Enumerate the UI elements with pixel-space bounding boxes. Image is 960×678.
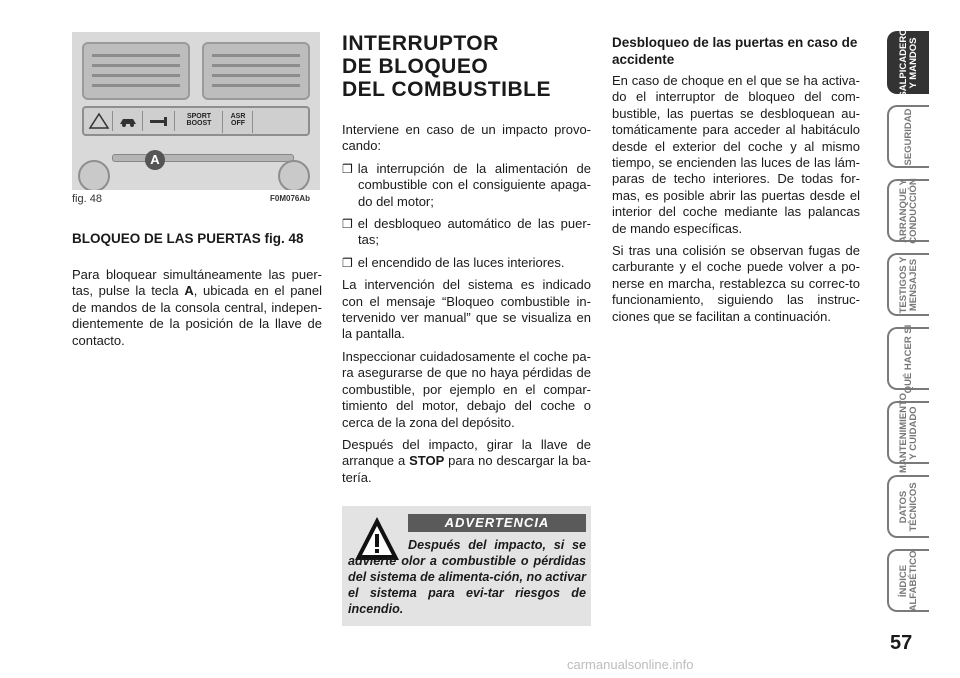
left-knob <box>78 160 110 190</box>
door-lock-heading: BLOQUEO DE LAS PUERTAS fig. 48 <box>72 231 304 246</box>
warning-box <box>342 506 591 626</box>
figure-code: F0M076Ab <box>270 194 311 203</box>
control-button-panel <box>82 106 310 136</box>
accident-unlock-heading: Desbloqueo de las puertas en caso de accidente <box>612 35 858 67</box>
fuel-cutoff-body: Interviene en caso de un impacto provo-cando: ❒ la interrupción de la alimentación de combustible con el consiguiente apaga-do del motor; ❒ el desbloqueo automático de las puer-tas; ❒ el encendido de las luces interiores. La intervención del sistema es indicado con el mensaje “Bloqueo combustible in-tervenido ver manual” que se visualiza en la pantalla. Inspeccionar cuidadosamente el coche pa-ra asegurarse de que no haya pérdidas de combustible, por ejemplo en el compar-timiento del motor, debajo del coche o cerca de la zona del depósito. Después del impacto, girar la llave de arranque a STOP para no descargar la ba-tería. <box>342 122 591 485</box>
dashboard-figure <box>72 32 320 190</box>
door-lock-icon <box>144 111 175 131</box>
left-air-vent <box>82 42 190 100</box>
fuel-cutoff-title: INTERRUPTOR DE BLOQUEO DEL COMBUSTIBLE <box>342 32 551 101</box>
right-knob <box>278 160 310 190</box>
right-air-vent <box>202 42 310 100</box>
figure-caption: fig. 48 <box>72 193 102 205</box>
accident-unlock-body: En caso de choque en el que se ha activa-do el interruptor de bloqueo del com-bustible, las puertas se desbloquean au-tomáticamente para acceder al habitáculo desde el exterior del coche y al mismo tiempo, se encienden las luces de las lám-paras de techo interiores. De todas for-mas, es posible abrir las puertas desde el interior del coche mediante las palancas de mando específicas. Si tras una colisión se observan fugas de carburante y el coche puede volver a po-nerse en marcha, restablezca su correc-to funcionamiento, siguiendo las instruc-ciones que se facilitan a continuación. <box>612 73 860 324</box>
list-item: ❒ la interrupción de la alimentación de combustible con el consiguiente apaga-do del motor; <box>342 160 591 209</box>
tab-datos[interactable]: DATOS TÉCNICOS <box>887 475 929 538</box>
tab-testigos[interactable]: TESTIGOS Y MENSAJES <box>887 253 929 316</box>
door-lock-paragraph: Para bloquear simultáneamente las puer-tas, pulse la tecla A, ubicada en el panel de mandos de la consola central, indepen-dientemente de la posición de la llave de contacto. <box>72 267 322 348</box>
cd-slot <box>112 154 294 162</box>
tab-seguridad[interactable]: SEGURIDAD <box>887 105 929 168</box>
sport-boost-button-label: SPORT BOOST <box>176 111 223 133</box>
tab-arranque[interactable]: ARRANQUE Y CONDUCCIÓN <box>887 179 929 242</box>
list-item: ❒ el desbloqueo automático de las puer-tas; <box>342 216 591 248</box>
tab-que-hacer[interactable]: QUÉ HACER SI <box>887 327 929 390</box>
warning-text: Después del impacto, si se advierte olor a combustible o pérdidas del sistema de alimenta-ción, no activar el sistema para evi-tar riesgos de incendio. <box>348 538 586 616</box>
asr-off-button-label: ASR OFF <box>224 111 253 133</box>
watermark: carmanualsonline.info <box>567 657 694 672</box>
page-number: 57 <box>890 632 913 654</box>
list-item: ❒ el encendido de las luces interiores. <box>342 254 565 270</box>
tab-salpicadero[interactable]: SALPICADERO Y MANDOS <box>887 31 929 94</box>
car-icon <box>114 111 143 131</box>
hazard-icon <box>86 111 113 131</box>
tab-indice[interactable]: ÍNDICE ALFABÉTICO <box>887 549 929 612</box>
tab-mantenimiento[interactable]: MANTENIMIENTO Y CUIDADO <box>887 401 929 464</box>
callout-label-a: A <box>145 150 165 170</box>
warning-label: ADVERTENCIA <box>408 514 586 532</box>
